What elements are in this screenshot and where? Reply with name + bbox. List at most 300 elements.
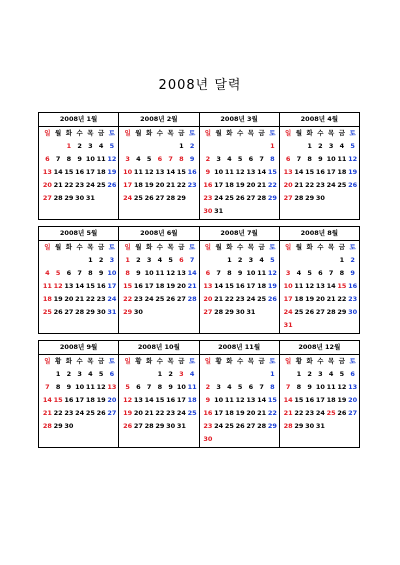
day-cell: 31 <box>246 308 256 316</box>
day-cell: 20 <box>283 181 293 189</box>
day-cell: 9 <box>168 383 173 391</box>
weekday-header: 수 <box>317 243 324 251</box>
day-cell: 24 <box>246 295 256 303</box>
day-cell: 11 <box>96 155 106 163</box>
empty-cell <box>315 256 326 265</box>
weekday-header: 금 <box>338 243 346 251</box>
day-cell: 6 <box>157 155 163 163</box>
day-cell: 6 <box>248 155 254 163</box>
day-cell: 8 <box>270 155 275 163</box>
weekday-header: 수 <box>317 357 324 365</box>
weekday-header: 수 <box>76 129 83 137</box>
day-cell: 10 <box>107 269 117 277</box>
empty-cell <box>42 256 53 265</box>
weekday-header: 금 <box>178 357 185 365</box>
day-cell: 19 <box>107 168 117 176</box>
day-cell: 23 <box>96 295 106 303</box>
day-cell: 2 <box>66 370 72 378</box>
month-block <box>119 341 199 447</box>
day-cell: 23 <box>75 181 85 189</box>
empty-cell <box>256 370 267 379</box>
day-cell: 24 <box>75 409 85 417</box>
day-cell: 22 <box>155 409 165 417</box>
day-cell: 30 <box>235 308 245 316</box>
day-cell: 16 <box>187 168 197 176</box>
day-cell: 26 <box>235 422 245 430</box>
weekday-header: 황 <box>215 357 222 365</box>
empty-cell <box>294 142 305 151</box>
day-cell: 28 <box>166 194 176 202</box>
day-cell: 2 <box>205 155 211 163</box>
day-cell: 12 <box>235 396 245 404</box>
empty-cell <box>122 142 133 151</box>
weekday-header: 일 <box>284 243 292 251</box>
day-cell: 23 <box>64 409 74 417</box>
month-title: 2008년 5월 <box>39 227 118 241</box>
day-cell: 1 <box>66 142 72 150</box>
day-cell: 3 <box>125 155 130 163</box>
day-cell: 29 <box>294 422 304 430</box>
day-cell: 14 <box>326 282 336 290</box>
day-cell: 22 <box>267 181 277 189</box>
month-title: 2008년 9월 <box>39 341 118 355</box>
day-cell: 10 <box>283 282 293 290</box>
day-cell: 26 <box>144 194 154 202</box>
day-cell: 6 <box>109 370 115 378</box>
day-cell: 1 <box>157 370 163 378</box>
day-cell: 9 <box>77 155 82 163</box>
weekday-header: 화 <box>226 357 233 365</box>
day-cell: 20 <box>176 282 186 290</box>
month-title: 2008년 6월 <box>119 227 198 241</box>
day-cell: 14 <box>166 168 176 176</box>
day-cell: 28 <box>257 422 267 430</box>
day-cell: 22 <box>224 295 234 303</box>
day-cell: 13 <box>283 168 293 176</box>
empty-cell <box>144 142 155 151</box>
month-block <box>200 341 280 447</box>
month-title: 2008년 4월 <box>280 113 359 127</box>
day-cell: 25 <box>133 194 143 202</box>
day-cell: 16 <box>64 396 74 404</box>
day-cell: 11 <box>42 282 52 290</box>
day-cell: 17 <box>176 396 186 404</box>
weekday-header: 화 <box>226 129 233 137</box>
day-cell: 10 <box>246 269 256 277</box>
day-cell: 17 <box>107 282 117 290</box>
day-cell: 1 <box>88 256 93 264</box>
day-cell: 12 <box>166 269 176 277</box>
day-cell: 9 <box>136 269 141 277</box>
weekday-header: 토 <box>269 243 276 251</box>
day-cell: 30 <box>133 308 143 316</box>
month-block <box>119 113 199 219</box>
day-cell: 13 <box>315 282 325 290</box>
day-cell: 24 <box>214 194 224 202</box>
day-cell: 22 <box>305 181 315 189</box>
day-cell: 4 <box>259 256 264 264</box>
day-cell: 1 <box>270 370 275 378</box>
day-cell: 18 <box>224 181 234 189</box>
day-cell: 9 <box>307 383 312 391</box>
day-cell: 24 <box>144 295 154 303</box>
day-cell: 2 <box>350 256 355 264</box>
empty-cell <box>235 370 246 379</box>
month-block <box>200 227 280 333</box>
weekday-header: 월 <box>295 243 303 251</box>
day-cell: 25 <box>42 308 52 316</box>
day-cell: 26 <box>53 308 63 316</box>
empty-cell <box>283 142 294 151</box>
day-cell: 16 <box>75 168 85 176</box>
day-cell: 29 <box>64 194 74 202</box>
day-cell: 4 <box>136 155 141 163</box>
weekday-header: 금 <box>258 243 265 251</box>
day-cell: 30 <box>75 194 85 202</box>
day-cell: 6 <box>66 269 72 277</box>
day-cell: 10 <box>75 383 85 391</box>
day-cell: 28 <box>326 308 336 316</box>
day-cell: 21 <box>166 181 176 189</box>
weekday-header: 목 <box>247 357 255 365</box>
weekday-header: 화 <box>306 129 313 137</box>
day-cell: 7 <box>296 155 302 163</box>
day-cell: 26 <box>123 422 133 430</box>
day-cell: 21 <box>53 181 63 189</box>
weekday-header: 목 <box>167 129 174 137</box>
day-cell: 22 <box>64 181 74 189</box>
month-title: 2008년 2월 <box>119 113 198 127</box>
weekday-header: 월 <box>135 129 142 137</box>
day-cell: 24 <box>176 409 186 417</box>
day-cell: 25 <box>337 181 347 189</box>
empty-cell <box>203 370 214 379</box>
day-cell: 15 <box>337 282 347 290</box>
weekday-header: 목 <box>167 243 174 251</box>
day-cell: 31 <box>315 422 325 430</box>
calendar-row <box>38 112 360 220</box>
empty-cell <box>64 256 75 265</box>
day-cell: 17 <box>214 409 224 417</box>
day-cell: 29 <box>337 308 347 316</box>
month-block <box>200 113 280 219</box>
weekday-header: 화 <box>145 243 153 251</box>
day-cell: 29 <box>224 308 234 316</box>
day-cell: 19 <box>305 295 315 303</box>
month-block <box>39 227 119 333</box>
day-cell: 26 <box>107 181 117 189</box>
day-cell: 11 <box>155 269 165 277</box>
day-cell: 5 <box>146 155 152 163</box>
day-cell: 9 <box>350 269 355 277</box>
day-cell: 13 <box>246 396 256 404</box>
day-cell: 24 <box>123 194 133 202</box>
day-cell: 28 <box>42 422 52 430</box>
day-cell: 4 <box>227 155 232 163</box>
day-cell: 17 <box>85 168 95 176</box>
day-cell: 22 <box>85 295 95 303</box>
month-title: 2008년 12월 <box>280 341 359 355</box>
weekday-header: 금 <box>97 129 105 137</box>
weekday-header: 일 <box>44 129 51 137</box>
day-cell: 30 <box>348 308 358 316</box>
day-cell: 30 <box>305 422 315 430</box>
day-cell: 6 <box>136 383 141 391</box>
day-cell: 20 <box>64 295 74 303</box>
day-cell: 12 <box>267 269 277 277</box>
weekday-header: 화 <box>65 129 73 137</box>
day-cell: 8 <box>88 269 93 277</box>
day-cell: 1 <box>270 142 275 150</box>
day-cell: 15 <box>267 396 277 404</box>
day-cell: 13 <box>203 282 213 290</box>
day-cell: 3 <box>318 370 323 378</box>
day-cell: 2 <box>189 142 195 150</box>
day-cell: 16 <box>305 396 315 404</box>
day-cell: 26 <box>337 409 347 417</box>
month-title: 2008년 3월 <box>200 113 279 127</box>
weekday-header: 토 <box>349 243 356 251</box>
day-cell: 7 <box>168 155 173 163</box>
day-cell: 29 <box>267 194 277 202</box>
day-cell: 31 <box>107 308 117 316</box>
day-cell: 3 <box>109 256 115 264</box>
day-cell: 18 <box>85 396 95 404</box>
day-cell: 5 <box>270 256 275 264</box>
day-cell: 15 <box>64 168 74 176</box>
day-cell: 24 <box>315 409 325 417</box>
day-cell: 22 <box>176 181 186 189</box>
day-cell: 23 <box>187 181 197 189</box>
day-cell: 21 <box>326 295 336 303</box>
day-cell: 7 <box>328 269 334 277</box>
day-cell: 8 <box>307 155 312 163</box>
weekday-header: 토 <box>188 243 196 251</box>
empty-cell <box>155 142 166 151</box>
day-cell: 25 <box>257 295 267 303</box>
day-cell: 23 <box>133 295 143 303</box>
weekday-header: 월 <box>215 129 222 137</box>
day-cell: 9 <box>189 155 195 163</box>
day-cell: 11 <box>337 155 347 163</box>
day-cell: 6 <box>45 155 50 163</box>
calendar-row <box>38 340 360 448</box>
day-cell: 4 <box>328 370 334 378</box>
day-cell: 2 <box>318 142 323 150</box>
day-cell: 23 <box>315 181 325 189</box>
day-cell: 28 <box>75 308 85 316</box>
day-cell: 13 <box>176 269 186 277</box>
day-cell: 13 <box>42 168 52 176</box>
day-cell: 22 <box>123 295 133 303</box>
empty-cell <box>53 142 64 151</box>
weekday-header: 황 <box>54 357 62 365</box>
day-cell: 14 <box>257 396 267 404</box>
day-cell: 8 <box>125 269 130 277</box>
day-cell: 15 <box>155 396 165 404</box>
day-cell: 6 <box>285 155 291 163</box>
empty-cell <box>246 142 257 151</box>
weekday-header: 월 <box>135 243 142 251</box>
day-cell: 27 <box>246 194 256 202</box>
day-cell: 25 <box>224 194 234 202</box>
weekday-header: 목 <box>247 243 255 251</box>
day-cell: 10 <box>326 155 336 163</box>
weekday-header: 화 <box>306 357 313 365</box>
day-cell: 21 <box>75 295 85 303</box>
day-cell: 26 <box>235 194 245 202</box>
empty-cell <box>74 256 85 265</box>
day-cell: 16 <box>235 282 245 290</box>
day-cell: 29 <box>85 308 95 316</box>
day-cell: 15 <box>267 168 277 176</box>
day-cell: 26 <box>348 181 358 189</box>
day-cell: 25 <box>96 181 106 189</box>
weekday-header: 월 <box>295 129 303 137</box>
day-cell: 26 <box>166 295 176 303</box>
day-cell: 1 <box>339 256 345 264</box>
day-cell: 12 <box>235 168 245 176</box>
day-cell: 25 <box>224 422 234 430</box>
day-cell: 27 <box>107 409 117 417</box>
day-cell: 27 <box>283 194 293 202</box>
calendar-row <box>38 226 360 334</box>
empty-cell <box>203 256 214 265</box>
day-cell: 16 <box>96 282 106 290</box>
day-cell: 30 <box>315 194 325 202</box>
weekday-header: 토 <box>188 357 196 365</box>
day-cell: 8 <box>227 269 232 277</box>
day-cell: 10 <box>123 168 133 176</box>
weekday-header: 금 <box>258 129 265 137</box>
day-cell: 28 <box>283 422 293 430</box>
day-cell: 4 <box>98 142 104 150</box>
day-cell: 2 <box>77 142 82 150</box>
day-cell: 10 <box>315 383 325 391</box>
day-cell: 19 <box>337 396 347 404</box>
day-cell: 12 <box>123 396 133 404</box>
day-cell: 28 <box>187 295 197 303</box>
day-cell: 19 <box>123 409 133 417</box>
day-cell: 18 <box>42 295 52 303</box>
day-cell: 19 <box>144 181 154 189</box>
weekday-header: 목 <box>327 129 335 137</box>
day-cell: 4 <box>189 370 195 378</box>
day-cell: 11 <box>224 396 234 404</box>
day-grid <box>119 355 198 431</box>
day-cell: 25 <box>85 409 95 417</box>
day-cell: 7 <box>189 256 195 264</box>
day-cell: 19 <box>53 295 63 303</box>
day-cell: 21 <box>283 409 293 417</box>
day-cell: 28 <box>294 194 304 202</box>
day-cell: 4 <box>339 142 345 150</box>
weekday-header: 화 <box>145 357 153 365</box>
day-cell: 23 <box>348 295 358 303</box>
day-cell: 24 <box>283 308 293 316</box>
day-cell: 8 <box>270 383 275 391</box>
day-cell: 16 <box>348 282 358 290</box>
empty-cell <box>326 256 337 265</box>
day-cell: 7 <box>55 155 61 163</box>
day-cell: 19 <box>267 282 277 290</box>
day-cell: 7 <box>77 269 82 277</box>
day-cell: 20 <box>133 409 143 417</box>
weekday-header: 토 <box>188 129 196 137</box>
day-cell: 9 <box>318 155 323 163</box>
day-cell: 14 <box>53 168 63 176</box>
empty-cell <box>256 142 267 151</box>
weekday-header: 수 <box>156 129 164 137</box>
day-grid <box>200 355 279 444</box>
day-cell: 12 <box>337 383 347 391</box>
month-title: 2008년 1월 <box>39 113 118 127</box>
day-cell: 17 <box>214 181 224 189</box>
month-block <box>280 341 359 447</box>
day-cell: 8 <box>339 269 345 277</box>
day-cell: 14 <box>294 168 304 176</box>
day-cell: 16 <box>203 181 213 189</box>
day-cell: 23 <box>203 194 213 202</box>
day-cell: 23 <box>166 409 176 417</box>
day-cell: 1 <box>296 370 302 378</box>
day-cell: 16 <box>166 396 176 404</box>
day-cell: 4 <box>45 269 50 277</box>
day-cell: 8 <box>157 383 163 391</box>
day-cell: 7 <box>216 269 221 277</box>
weekday-header: 월 <box>215 243 222 251</box>
day-cell: 11 <box>85 383 95 391</box>
day-cell: 21 <box>257 409 267 417</box>
day-cell: 5 <box>237 155 243 163</box>
weekday-header: 금 <box>338 129 346 137</box>
day-cell: 25 <box>326 409 336 417</box>
day-cell: 17 <box>283 295 293 303</box>
day-cell: 4 <box>296 269 302 277</box>
day-cell: 20 <box>348 396 358 404</box>
day-cell: 7 <box>146 383 152 391</box>
day-cell: 22 <box>294 409 304 417</box>
day-cell: 21 <box>214 295 224 303</box>
day-cell: 24 <box>326 181 336 189</box>
day-cell: 13 <box>64 282 74 290</box>
empty-cell <box>283 370 294 379</box>
day-cell: 22 <box>337 295 347 303</box>
page-title: 2008년 달력 <box>158 78 242 93</box>
day-cell: 21 <box>257 181 267 189</box>
day-cell: 31 <box>85 194 95 202</box>
empty-cell <box>165 142 176 151</box>
weekday-header: 토 <box>108 357 116 365</box>
weekday-header: 화 <box>65 357 73 365</box>
day-cell: 18 <box>187 396 197 404</box>
day-cell: 5 <box>98 370 104 378</box>
day-cell: 7 <box>259 155 264 163</box>
weekday-header: 일 <box>124 243 131 251</box>
day-cell: 2 <box>237 256 243 264</box>
day-cell: 3 <box>88 142 93 150</box>
weekday-header: 일 <box>124 129 131 137</box>
empty-cell <box>213 256 224 265</box>
day-cell: 20 <box>155 181 165 189</box>
day-cell: 26 <box>267 295 277 303</box>
day-cell: 14 <box>42 396 52 404</box>
day-cell: 14 <box>187 269 197 277</box>
day-cell: 27 <box>348 409 358 417</box>
day-cell: 3 <box>248 256 254 264</box>
day-cell: 18 <box>257 282 267 290</box>
month-block <box>39 113 119 219</box>
